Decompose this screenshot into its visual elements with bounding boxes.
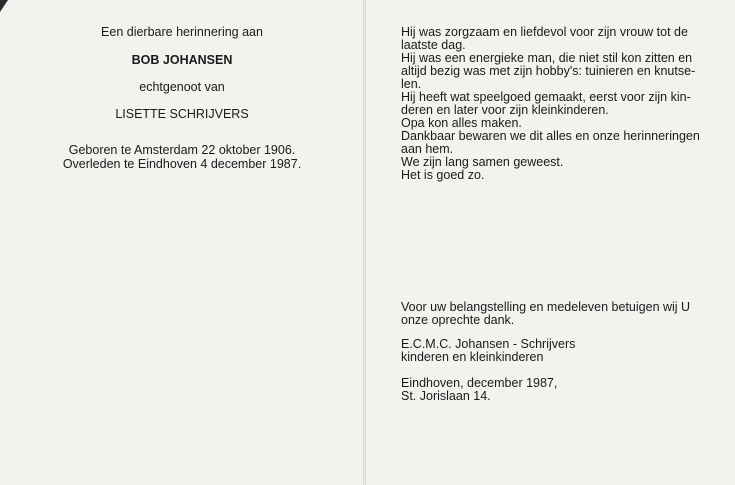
text-line: Opa kon alles maken. [401,116,522,130]
family-line: kinderen en kleinkinderen [401,350,544,364]
intro-text: Een dierbare herinnering aan [101,25,263,39]
text-line: deren en later voor zijn kleinkinderen. [401,103,609,117]
address-line: St. Jorislaan 14. [401,389,491,403]
text-line: aan hem. [401,142,454,156]
thanks-line: Voor uw belangstelling en medeleven betuigen wij U [401,300,691,314]
text-line: Hij was zorgzaam en liefdevol voor zijn vrouw tot de [401,25,688,39]
death-line: Overleden te Eindhoven 4 december 1987. [62,157,302,171]
left-panel [0,0,364,485]
text-line: Het is goed zo. [401,168,485,182]
thanks-line: onze oprechte dank. [401,313,515,327]
place-line: Eindhoven, december 1987, [401,376,558,390]
relation-text: echtgenoot van [139,80,225,94]
birth-line: Geboren te Amsterdam 22 oktober 1906. [68,143,296,157]
text-line: Hij heeft wat speelgoed gemaakt, eerst voor zijn kin- [401,90,691,104]
text-line: We zijn lang samen geweest. [401,155,564,169]
spouse-name: LISETTE SCHRIJVERS [115,107,249,121]
text-line: altijd bezig was met zijn hobby's: tuinieren en knutse- [401,64,696,78]
text-line: Dankbaar bewaren we dit alles en onze herinneringen [401,129,700,143]
text-line: Hij was een energieke man, die niet stil kon zitten en [401,51,693,65]
text-line: len. [401,77,422,91]
family-line: E.C.M.C. Johansen - Schrijvers [401,337,576,351]
deceased-name: BOB JOHANSEN [131,53,233,67]
text-line: laatste dag. [401,38,466,52]
